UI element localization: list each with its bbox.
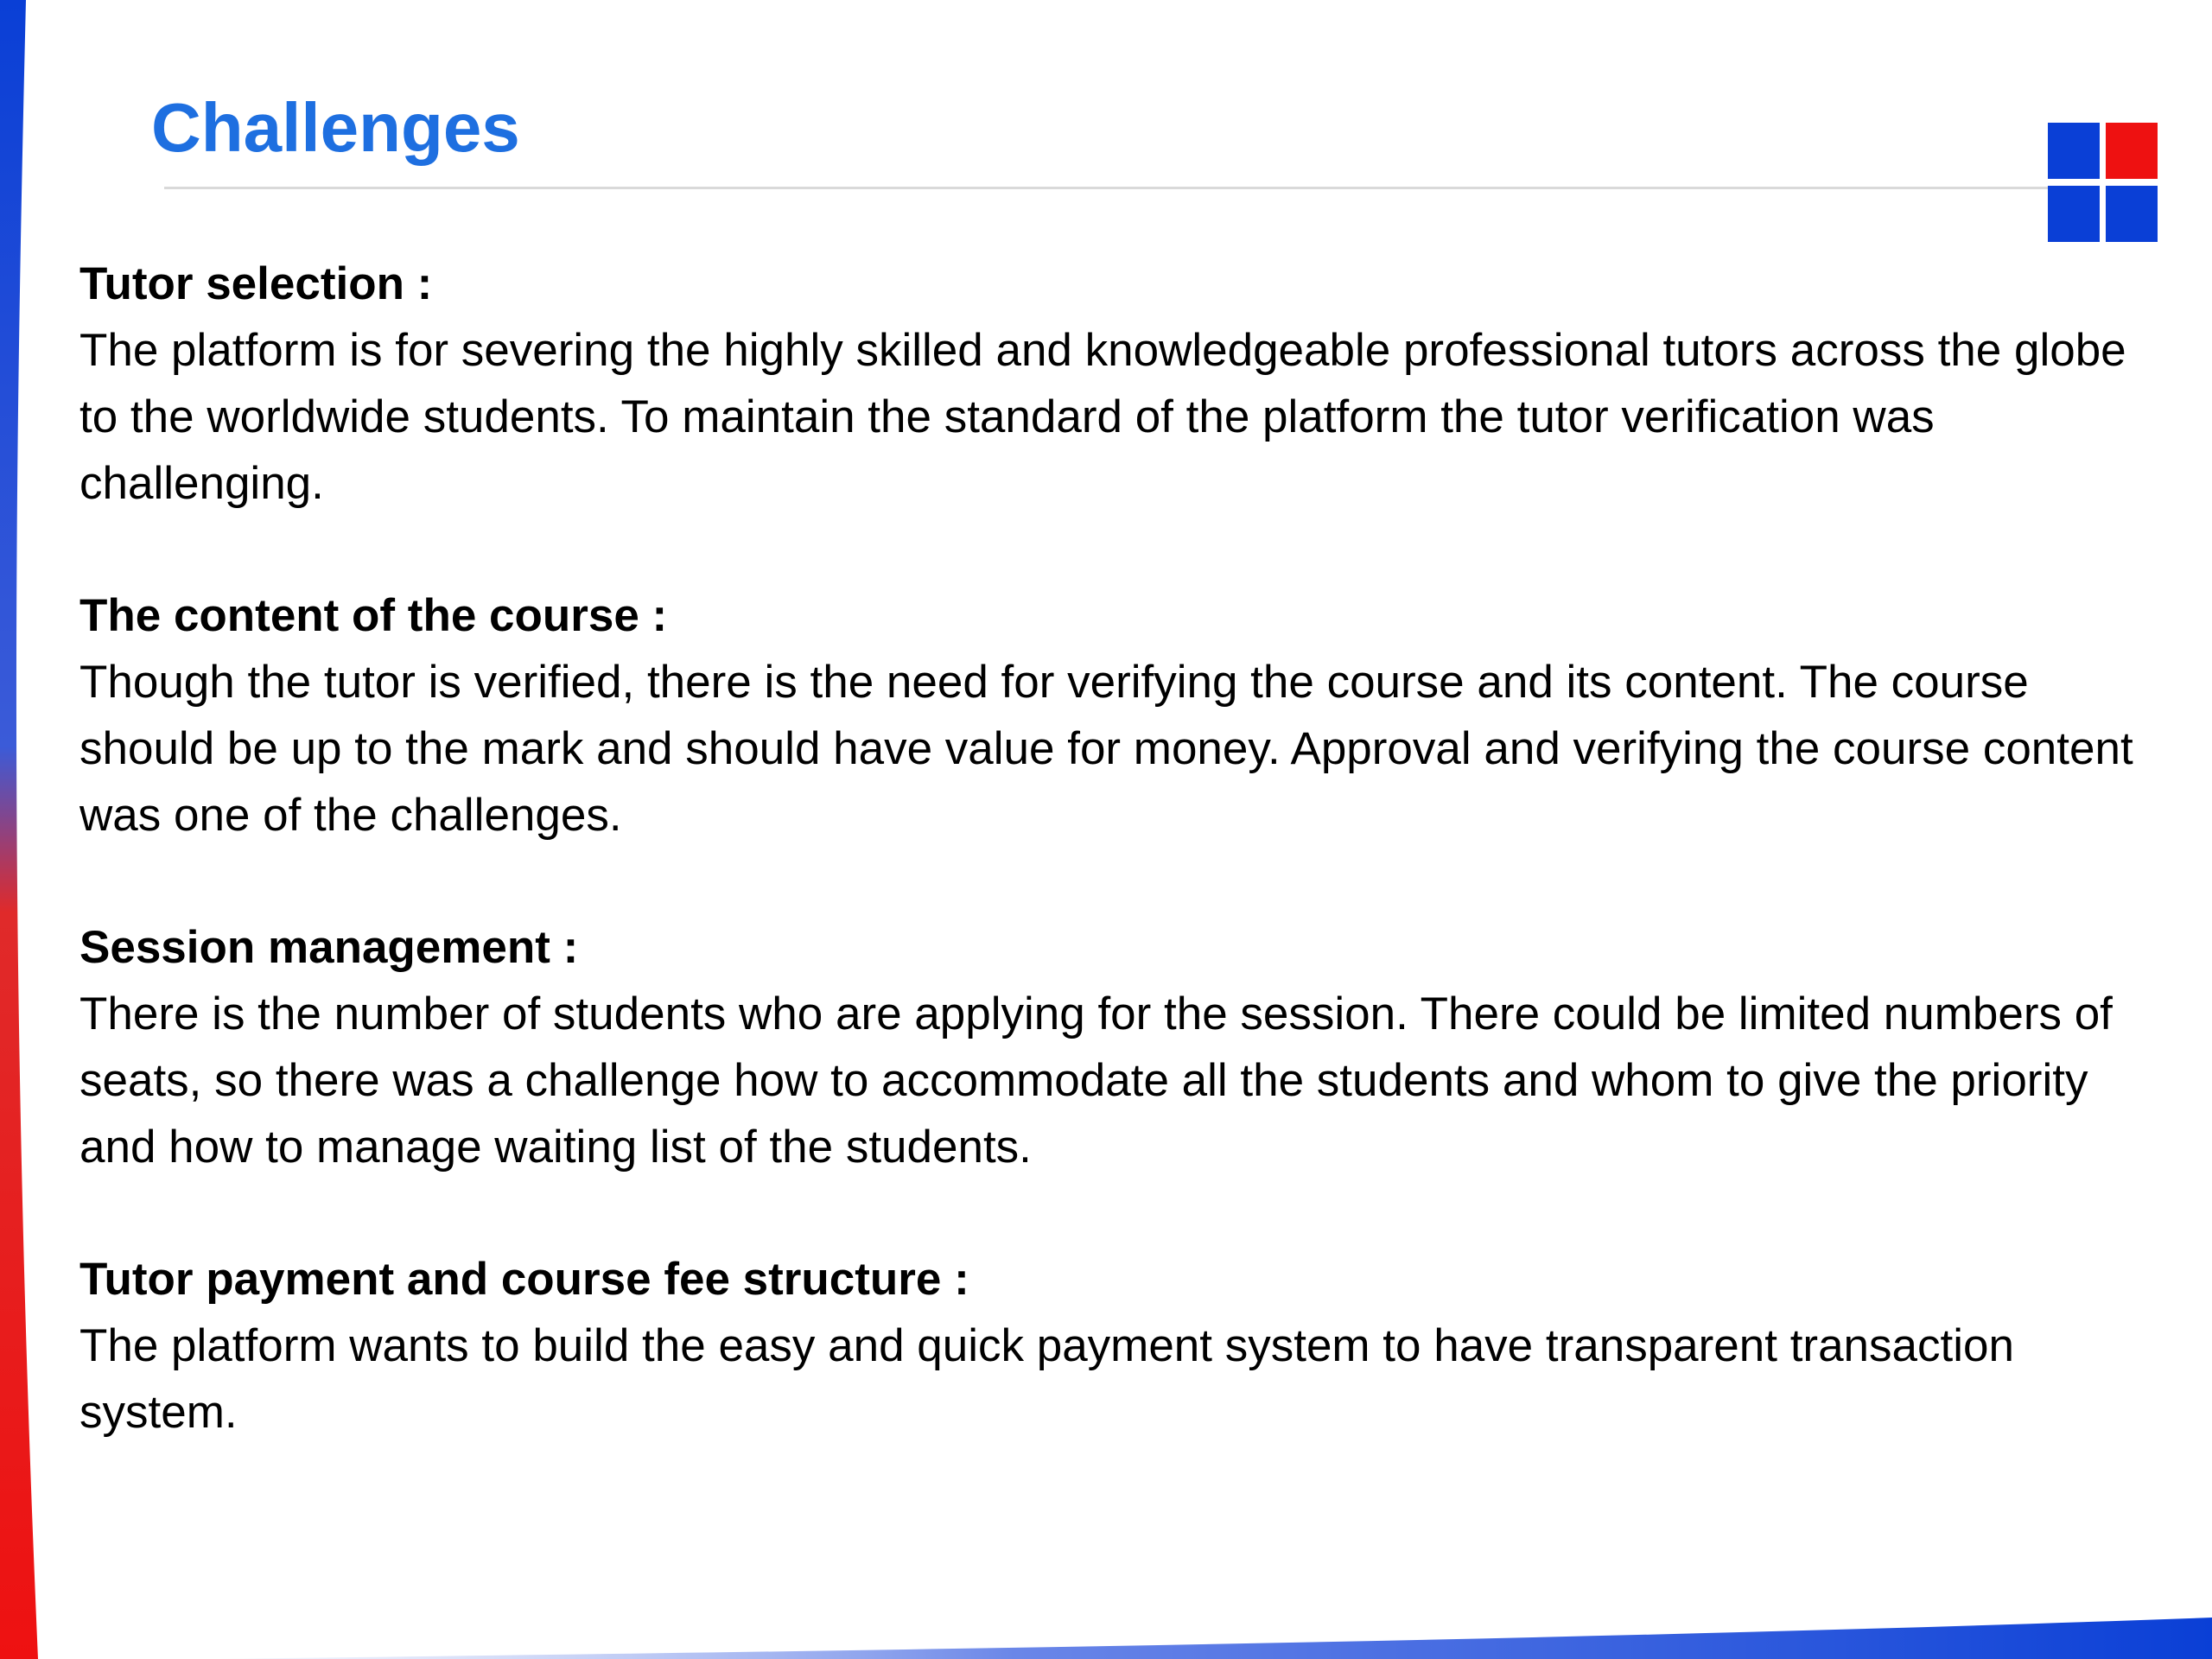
section-tutor-selection bbox=[79, 251, 2171, 517]
left-decorative-stripe bbox=[0, 0, 38, 1659]
slide-content bbox=[79, 251, 2171, 1511]
title-divider bbox=[164, 187, 2048, 189]
section-body: Though the tutor is verified, there is the need for verifying the course and its content. The course should be up to the mark and should have value for money. Approval and verifying the course content was one of the challenges. bbox=[79, 657, 2133, 841]
section-body: The platform wants to build the easy and quick payment system to have transparent transaction system. bbox=[79, 1320, 2014, 1438]
section-heading: Tutor selection : bbox=[79, 258, 433, 309]
four-squares-logo-icon bbox=[2048, 123, 2158, 244]
section-tutor-payment bbox=[79, 1246, 2171, 1446]
slide-title: Challenges bbox=[151, 89, 520, 166]
bottom-decorative-swoosh bbox=[0, 1581, 2212, 1659]
section-body: There is the number of students who are applying for the session. There could be limited numbers of seats, so there was a challenge how to accommodate all the students and whom to give the priority and how to manage waiting list of the students. bbox=[79, 988, 2113, 1173]
section-body: The platform is for severing the highly skilled and knowledgeable professional tutors across the globe to the worldwide students. To maintain the standard of the platform the tutor verification was challenging. bbox=[79, 325, 2126, 509]
section-session-management bbox=[79, 914, 2171, 1180]
section-heading: Session management : bbox=[79, 922, 579, 973]
section-heading: The content of the course : bbox=[79, 590, 668, 641]
section-heading: Tutor payment and course fee structure : bbox=[79, 1254, 969, 1305]
section-course-content bbox=[79, 582, 2171, 849]
